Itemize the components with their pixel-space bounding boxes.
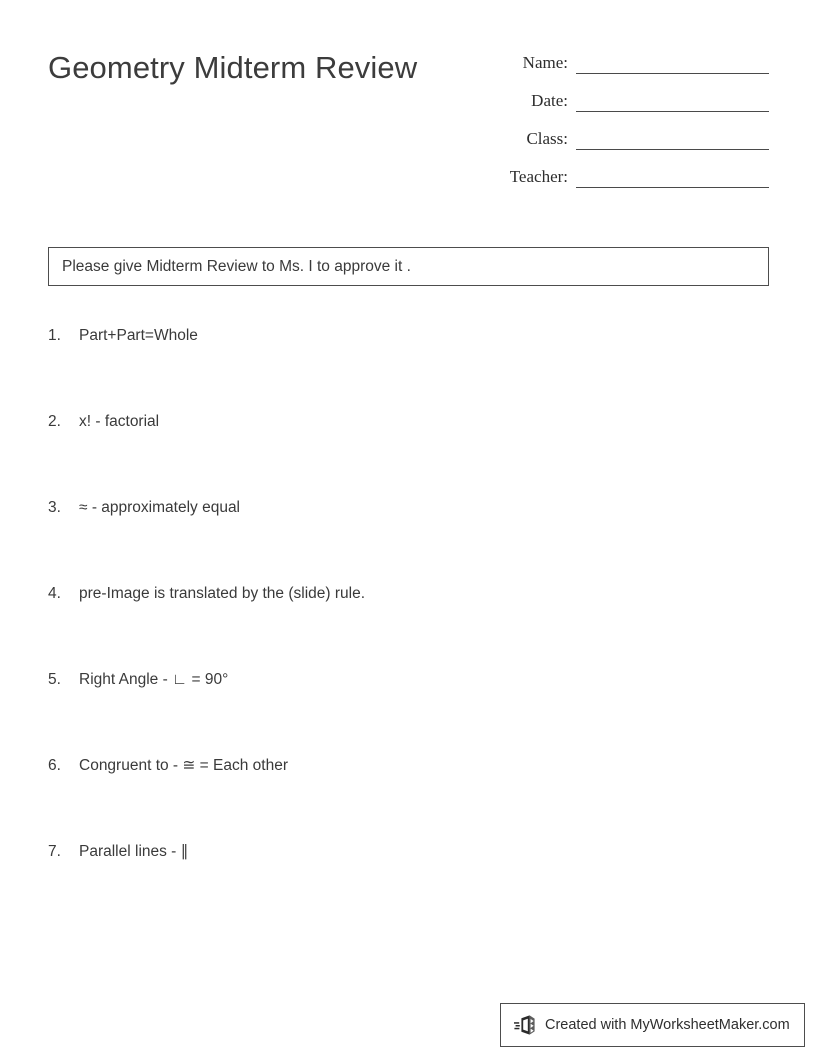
student-info-fields	[480, 50, 770, 202]
question-number: 5.	[48, 671, 61, 688]
myworksheetmaker-logo-icon	[513, 1012, 539, 1038]
question-text: ≈ - approximately equal	[79, 499, 241, 516]
question-text: Part+Part=Whole	[79, 327, 198, 344]
created-with-label: Created with MyWorksheetMaker.com	[545, 1017, 790, 1033]
question-item-1	[48, 325, 778, 411]
page-title: Geometry Midterm Review	[48, 50, 418, 85]
name-input-rule[interactable]	[576, 73, 769, 74]
date-input-rule[interactable]	[576, 111, 769, 112]
instruction-box	[48, 247, 769, 286]
name-label: Name:	[522, 53, 568, 72]
instruction-text: Please give Midterm Review to Ms. I to approve it .	[62, 258, 411, 275]
question-number: 2.	[48, 413, 61, 430]
info-row-class	[480, 126, 770, 164]
info-row-teacher	[480, 164, 770, 202]
question-item-3	[48, 497, 778, 583]
question-number: 4.	[48, 585, 61, 602]
question-number: 3.	[48, 499, 61, 516]
question-item-2	[48, 411, 778, 497]
info-row-date	[480, 88, 770, 126]
info-row-name	[480, 50, 770, 88]
question-number: 7.	[48, 843, 61, 860]
question-item-6	[48, 755, 778, 841]
class-label: Class:	[526, 129, 568, 148]
teacher-input-rule[interactable]	[576, 187, 769, 188]
question-text: Parallel lines - ∥	[79, 843, 189, 860]
question-text: Right Angle - ∟ = 90°	[79, 671, 229, 688]
question-text: pre-Image is translated by the (slide) rule.	[79, 585, 366, 602]
question-item-5	[48, 669, 778, 755]
question-item-4	[48, 583, 778, 669]
question-list	[48, 325, 778, 927]
question-text: Congruent to - ≅ = Each other	[79, 757, 289, 774]
question-text: x! - factorial	[79, 413, 160, 430]
date-label: Date:	[531, 91, 568, 110]
teacher-label: Teacher:	[509, 167, 568, 186]
question-item-7	[48, 841, 778, 927]
class-input-rule[interactable]	[576, 149, 769, 150]
question-number: 6.	[48, 757, 61, 774]
question-number: 1.	[48, 327, 61, 344]
created-with-badge[interactable]	[500, 1003, 805, 1047]
